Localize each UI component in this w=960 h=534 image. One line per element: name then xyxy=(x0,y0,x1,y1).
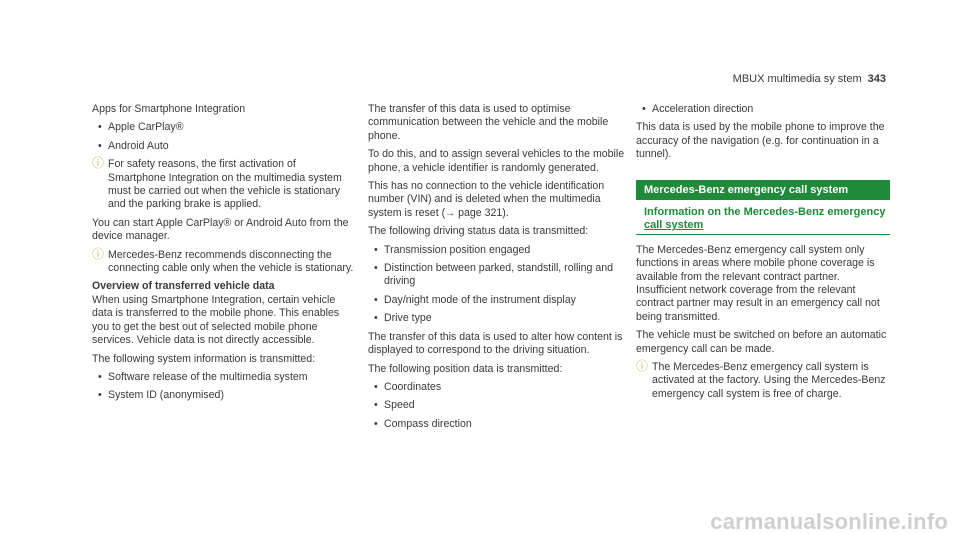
following-text: The following system information is transmitted: xyxy=(92,352,316,365)
list-item: • Acceleration direction xyxy=(642,103,754,115)
list-item: • Distinction between parked, standstill, rolling and driving xyxy=(374,262,614,288)
display-text: The transfer of this data is used to alter how content is displayed to correspond to the driving situation. xyxy=(368,330,623,357)
info-heading: Information on the Mercedes-Benz emergency call system xyxy=(636,206,890,235)
section-title-bar: Mercedes-Benz emergency call system xyxy=(636,180,890,200)
note-safety: ⓘ For safety reasons, the first activation of Smartphone Integration on the multimedia system must be carried out when the vehicle is stationary and the parking brake is applied. xyxy=(92,156,342,211)
overview-text: When using Smartphone Integration, certain vehicle data is transferred to the mobile phone. This enables you to get the best out of selected mobile phone services. Vehicle data is not directly accessible. xyxy=(92,293,340,347)
list-item: • Drive type xyxy=(374,312,432,325)
position-intro: The following position data is transmitted: xyxy=(368,362,563,375)
list-item: • Day/night mode of the instrument display xyxy=(374,293,576,306)
arrow-icon: → xyxy=(445,207,456,219)
driving-intro: The following driving status data is transmitted: xyxy=(368,225,589,238)
list-item: • Apple CarPlay® xyxy=(98,121,184,134)
info-icon: ⓘ xyxy=(636,359,649,374)
column-3 xyxy=(636,103,890,406)
list-item: • System ID (anonymised) xyxy=(98,389,224,402)
page-reference-link[interactable]: page 321). xyxy=(455,206,509,219)
overview-subheading: Overview of transferred vehicle data xyxy=(92,280,275,293)
manual-title: MBUX multimedia sy stem xyxy=(732,73,862,85)
switch-on-text: The vehicle must be switched on before an automatic emergency call can be made. xyxy=(636,329,887,355)
navigation-text: This data is used by the mobile phone to improve the accuracy of the navigation (e.g. for continuation in a tunnel). xyxy=(636,121,885,161)
identifier-text: To do this, and to assign several vehicles to the mobile phone, a vehicle identifier is randomly generated. xyxy=(368,148,625,174)
column-1 xyxy=(92,103,354,408)
list-item: • Speed xyxy=(374,399,415,412)
list-item: • Coordinates xyxy=(374,380,442,393)
page-header xyxy=(733,73,886,86)
note-activation: ⓘ The Mercedes-Benz emergency call system is activated at the factory. Using the Mercedes-Benz emergency call system is free of charge. xyxy=(636,359,886,400)
list-item: • Compass direction xyxy=(374,417,472,430)
transfer-text: The transfer of this data is used to optimise communication between the vehicle and the mobile phone. xyxy=(368,103,609,142)
note-cable: ⓘ Mercedes-Benz recommends disconnecting the connecting cable only when the vehicle is stationary. xyxy=(92,246,354,275)
list-item: • Software release of the multimedia system xyxy=(98,370,308,383)
list-item: • Android Auto xyxy=(98,139,169,152)
start-text: You can start Apple CarPlay® or Android Auto from the device manager. xyxy=(92,216,349,243)
apps-heading: Apps for Smartphone Integration xyxy=(92,103,246,115)
vin-text: This has no connection to the vehicle identification number (VIN) and is deleted when the multimedia system is reset (→ page 321). xyxy=(368,180,605,219)
list-item: • Transmission position engaged xyxy=(374,243,531,256)
page-number: 343 xyxy=(867,73,886,85)
info-icon: ⓘ xyxy=(92,246,105,261)
info-icon: ⓘ xyxy=(92,156,105,171)
coverage-text: The Mercedes-Benz emergency call system only functions in areas where mobile phone coverage is available from the relevant contract partner. Insufficient network coverage from the relevant contract partner may result in an emergency call not being transmitted. xyxy=(636,243,880,323)
column-2 xyxy=(368,103,626,436)
watermark: carmanualsonline.info xyxy=(710,508,948,534)
